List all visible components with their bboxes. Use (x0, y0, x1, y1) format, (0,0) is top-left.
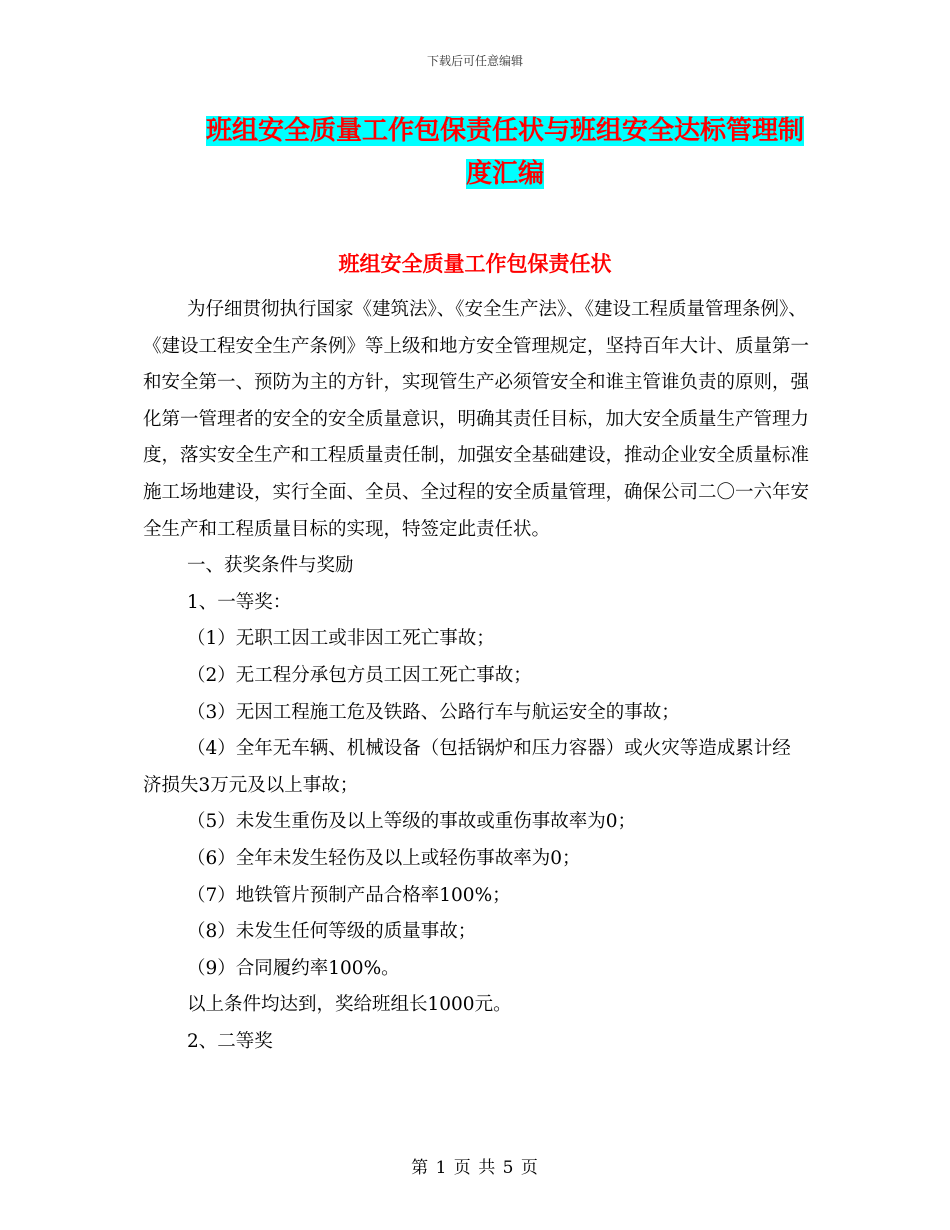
condition-item: （4）全年无车辆、机械设备（包括锅炉和压力容器）或火灾等造成累计经济损失3万元及以上事故； (143, 738, 791, 796)
heading-awards: 一、获奖条件与奖励 (187, 555, 354, 577)
section-title: 班组安全质量工作包保责任状 (338, 252, 612, 276)
condition-item: （6）全年未发生轻伤及以上或轻伤事故率为0； (187, 847, 581, 869)
document-title-text: 班组安全质量工作包保责任状与班组安全达标管理制度汇编 (205, 116, 804, 189)
document-title (195, 110, 815, 196)
condition-item: （5）未发生重伤及以上等级的事故或重伤事故率为0； (187, 811, 637, 833)
condition-item: （9）合同履约率100%。 (187, 957, 400, 979)
intro-paragraph: 为仔细贯彻执行国家《建筑法》、《安全生产法》、《建设工程质量管理条例》、《建设工程安全生产条例》等上级和地方安全管理规定，坚持百年大计、质量第一和安全第一、预防为主的方针，实现管生产必须管安全和谁主管谁负责的原则，强化第一管理者的安全的安全质量意识，明确其责任目标，加大安全质量生产管理力度，落实安全生产和工程质量责任制，加强安全基础建设，推动企业安全质量标准施工场地建设，实行全面、全员、全过程的安全质量管理，确保公司二〇一六年安全生产和工程质量目标的实现，特签定此责任状。 (143, 299, 810, 540)
condition-item: （7）地铁管片预制产品合格率100%； (187, 884, 511, 906)
reward-text: 以上条件均达到，奖给班组长1000元。 (187, 994, 512, 1016)
condition-item: （2）无工程分承包方员工因工死亡事故； (187, 664, 532, 686)
condition-item: （1）无职工因工或非因工死亡事故； (187, 628, 495, 650)
first-prize-heading: 1、一等奖： (187, 591, 292, 613)
header-note: 下载后可任意编辑 (426, 54, 523, 68)
second-prize-heading: 2、二等奖 (187, 1030, 273, 1052)
condition-item: （8）未发生任何等级的质量事故； (187, 921, 477, 943)
page-number-footer: 第 1 页 共 5 页 (411, 1158, 539, 1178)
condition-item: （3）无因工程施工危及铁路、公路行车与航运安全的事故； (187, 701, 680, 723)
document-body (143, 292, 809, 1060)
